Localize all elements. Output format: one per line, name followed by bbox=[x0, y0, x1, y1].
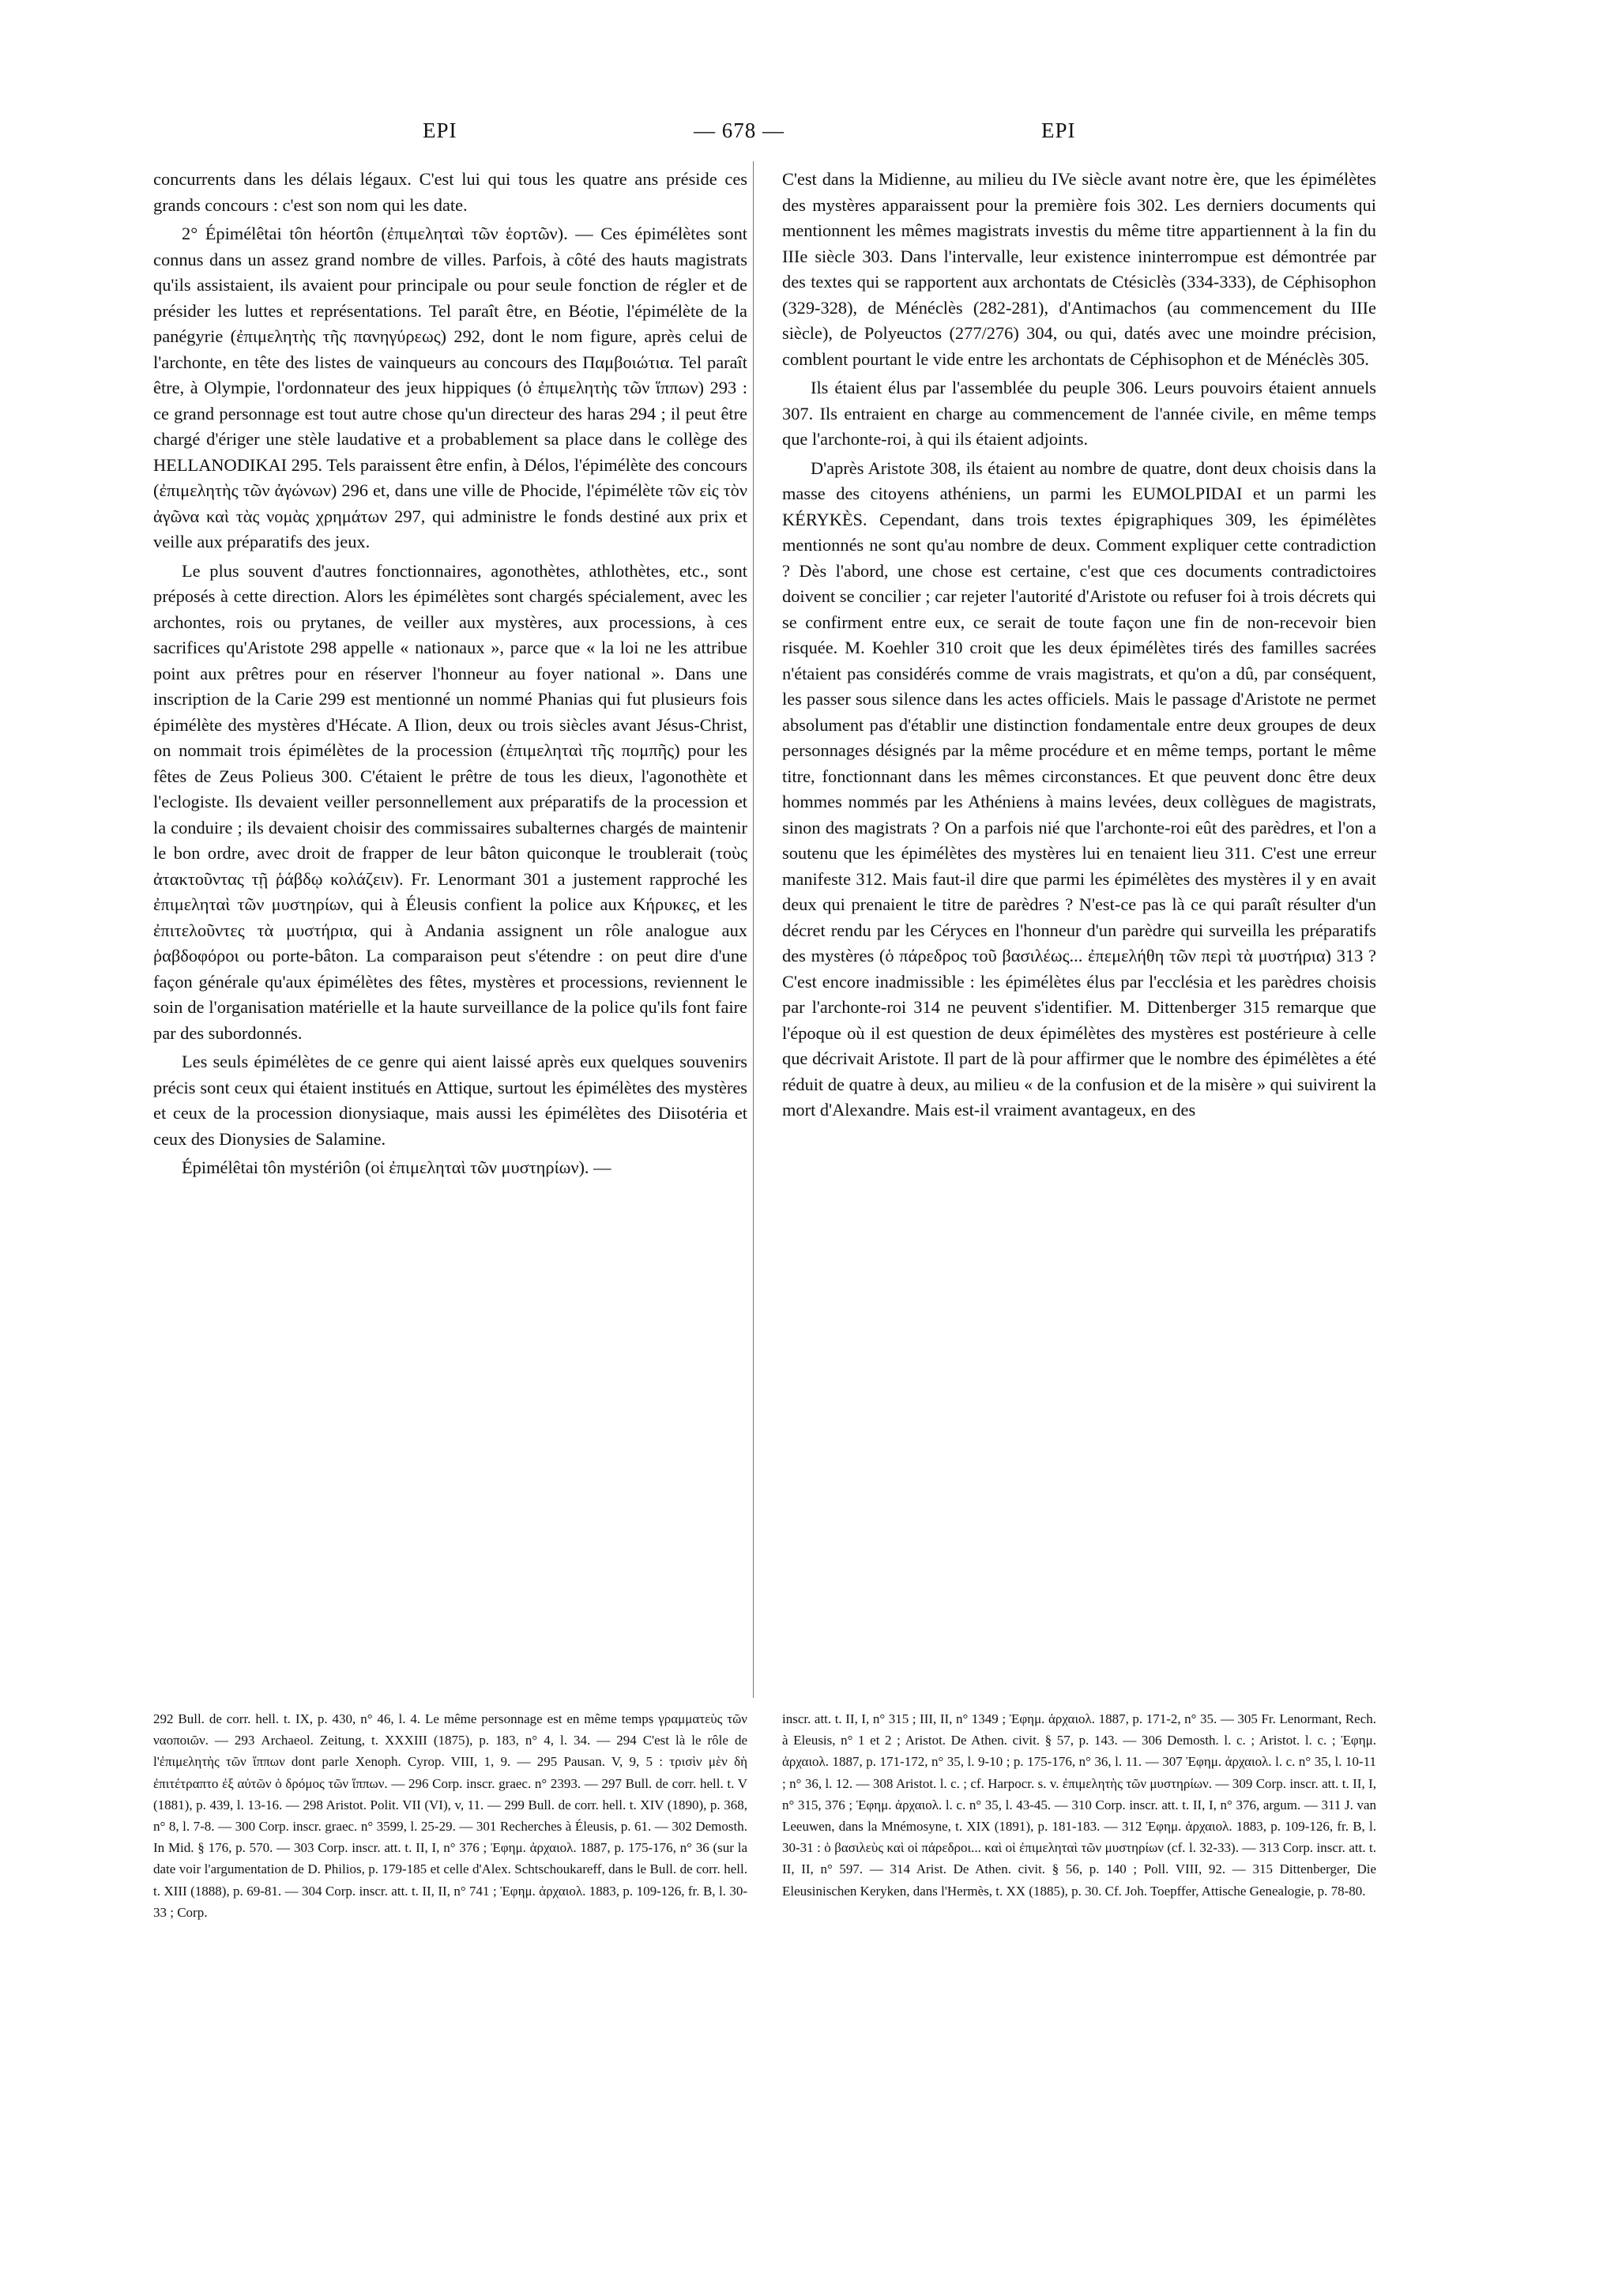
header-right-title: EPI bbox=[1041, 119, 1076, 142]
paragraph: Ils étaient élus par l'assemblée du peuple 306. Leurs pouvoirs étaient annuels 307. Ils entraient en charge au commencement de l'année civile, en même temps que l'archonte-roi, à qui ils étaient adjoints. bbox=[782, 378, 1376, 449]
running-header bbox=[0, 119, 1618, 153]
left-column bbox=[153, 167, 747, 1181]
paragraph: D'après Aristote 308, ils étaient au nombre de quatre, dont deux choisis dans la masse des citoyens athéniens, un parmi les EUMOLPIDAI et un parmi les KÉRYKÈS. Cependant, dans trois textes épigraphiques 309, les épimélètes mentionnés ne sont qu'au nombre de deux. Comment expliquer cette contradiction ? Dès l'abord, une chose est certaine, c'est que ces documents contradictoires doivent se concilier ; car rejeter l'autorité d'Aristote ou refuser foi à trois décrets qui se confirment entre eux, ce serait de toute façon une fin de non-recevoir bien risquée. M. Koehler 310 croit que les deux épimélètes tirés des familles sacrées n'étaient pas considérés comme de vrais magistrats, et qu'on a dû, par conséquent, les passer sous silence dans les actes officiels. Mais le passage d'Aristote ne permet absolument pas d'établir une distinction fondamentale entre deux groupes de deux personnages désignés par la même procédure et en même temps, portant le même titre, fonctionnant dans les mêmes circonstances. Et que peuvent donc être deux hommes nommés par les Athéniens à mains levées, deux collègues de magistrats, sinon des magistrats ? On a parfois nié que l'archonte-roi eût des parèdres, et l'on a soutenu que les épimélètes des mystères lui en tenaient lieu 311. C'est une erreur manifeste 312. Mais faut-il dire que parmi les épimélètes des mystères il y en avait deux qui prenaient le titre de parèdres ? N'est-ce pas là ce qui paraît résulter d'un décret rendu par les Céryces en l'honneur d'un parèdre qui surveilla les préparatifs des mystères (ὁ πάρεδρος τοῦ βασιλέως... ἐπεμελήθη τῶν περὶ τὰ μυστήρια) 313 ? C'est encore inadmissible : les épimélètes élus par l'ecclésia et les parèdres choisis par l'archonte-roi 314 ne peuvent s'identifier. M. Dittenberger 315 remarque que l'époque où il est question de deux épimélètes des mystères est postérieure à celle que décrivait Aristote. Il part de là pour affirmer que le nombre des épimélètes a été réduit de quatre à deux, au milieu « de la confusion et de la misère » qui suivirent la mort d'Alexandre. Mais est-il vraiment avantageux, en des bbox=[782, 457, 1376, 1120]
paragraph: 2° Épimélêtai tôn héortôn (ἐπιμεληταὶ τῶν ἑορτῶν). — Ces épimélètes sont connus dans un assez grand nombre de villes. Parfois, à côté des hauts magistrats qu'ils assistaient, ils avaient pour principale ou pour seule fonction de régler et de présider les luttes et représentations. Tel paraît être, en Béotie, l'épimélète de la panégyrie (ἐπιμελητὴς τῆς πανηγύρεως) 292, dont le nom figure, après celui de l'archonte, en tête des listes de vainqueurs au concours des Παμβοιώτια. Tel paraît être, à Olympie, l'ordonnateur des jeux hippiques (ὁ ἐπιμελητὴς τῶν ἵππων) 293 : ce grand personnage est tout autre chose qu'un directeur des haras 294 ; il peut être chargé d'ériger une stèle laudative et a probablement sa place dans le collège des HELLANODIKAI 295. Tels paraissent être enfin, à Délos, l'épimélète des concours (ἐπιμελητὴς τῶν ἀγώνων) 296 et, dans une ville de Phocide, l'épimélète τῶν εἰς τὸν ἀγῶνα καὶ τὰς νομὰς χρημάτων 297, qui administre le fonds destiné aux prix et veille aux préparatifs des jeux. bbox=[153, 224, 747, 551]
section-heading-paragraph: Épimélêtai tôn mystériôn (οἱ ἐπιμεληταὶ τῶν μυστηρίων). — bbox=[182, 1157, 611, 1177]
paragraph: C'est dans la Midienne, au milieu du IVe siècle avant notre ère, que les épimélètes des mystères apparaissent pour la première fois 302. Les derniers documents qui mentionnent les mêmes magistrats investis du même titre appartiennent à la fin du IIIe siècle 303. Dans l'intervalle, leur existence ininterrompue est démontrée par des textes qui se rapportent aux archontats de Ctésiclès (334-333), de Céphisophon (329-328), de Ménéclès (282-281), d'Antimachos (au commencement du IIIe siècle), de Polyeuctos (277/276) 304, ou qui, datés avec une moindre précision, comblent pourtant le vide entre les archontats de Céphisophon et de Ménéclès 305. bbox=[782, 169, 1376, 369]
paragraph: concurrents dans les délais légaux. C'est lui qui tous les quatre ans préside ces grands concours : c'est son nom qui les date. bbox=[153, 169, 747, 215]
header-left-title: EPI bbox=[423, 119, 457, 142]
footnotes-left bbox=[153, 1708, 747, 1923]
column-divider bbox=[753, 161, 754, 1698]
footnote-block: inscr. att. t. II, I, n° 315 ; III, II, n° 1349 ; Ἐφημ. ἀρχαιολ. 1887, p. 171-2, n° 35. — 305 Fr. Lenormant, Rech. à Eleusis, n° 1 et 2 ; Aristot. De Athen. civit. § 57, p. 143. — 306 Demosth. l. c. ; Aristot. l. c. ; Ἐφημ. ἀρχαιολ. 1887, p. 171-172, n° 35, l. 9-10 ; p. 175-176, n° 36, l. 11. — 307 Ἐφημ. ἀρχαιολ. l. c. n° 35, l. 10-11 ; n° 36, l. 12. — 308 Aristot. l. c. ; cf. Harpocr. s. v. ἐπιμελητὴς τῶν μυστηρίων. — 309 Corp. inscr. att. t. II, I, n° 315, 376 ; Ἐφημ. ἀρχαιολ. l. c. n° 35, l. 43-45. — 310 Corp. inscr. att. t. II, I, n° 376, argum. — 311 J. van Leeuwen, dans la Mnémosyne, t. XIX (1891), p. 181-183. — 312 Ἐφημ. ἀρχαιολ. 1883, p. 109-126, fr. B, l. 30-31 : ὁ βασιλεὺς καὶ οἱ πάρεδροι... καὶ οἱ ἐπιμεληταὶ τῶν μυστηρίων (cf. l. 32-33). — 313 Corp. inscr. att. t. II, II, n° 597. — 314 Arist. De Athen. civit. § 56, p. 140 ; Poll. VIII, 92. — 315 Dittenberger, Die Eleusinischen Keryken, dans l'Hermès, t. XX (1885), p. 30. Cf. Joh. Toepffer, Attische Genealogie, p. 78-80. bbox=[782, 1711, 1376, 1899]
paragraph: Le plus souvent d'autres fonctionnaires, agonothètes, athlothètes, etc., sont préposés à cette direction. Alors les épimélètes sont chargés spécialement, avec les archontes, rois ou prytanes, de veiller aux mystères, aux processions, à ces sacrifices qu'Aristote 298 appelle « nationaux », parce que « la loi ne les attribue point aux prêtres pour en réserver l'honneur au foyer national ». Dans une inscription de la Carie 299 est mentionné un nommé Phanias qui fut plusieurs fois épimélète des mystères d'Hécate. A Ilion, deux ou trois siècles avant Jésus-Christ, on nommait trois épimélètes de la procession (ἐπιμεληταὶ τῆς πομπῆς) pour les fêtes de Zeus Polieus 300. C'étaient le prêtre de tous les dieux, l'agonothète et l'eclogiste. Ils devaient veiller personnellement aux préparatifs de la procession et la conduire ; ils devaient choisir des commissaires subalternes chargés de maintenir le bon ordre, avec droit de frapper de leur bâton quiconque le troublerait (τοὺς ἀτακτοῦντας τῇ ῥάβδῳ κολάζειν). Fr. Lenormant 301 a justement rapproché les ἐπιμεληταὶ τῶν μυστηρίων, qui à Éleusis confient la police aux Κήρυκες, et les ἐπιτελοῦντες τὰ μυστήρια, qui à Andania assignent un rôle analogue aux ῥαβδοφόροι ou porte-bâton. La comparaison peut s'étendre : on peut dire d'une façon générale qu'aux épimélètes des fêtes, mystères et processions, reviennent le soin de l'organisation matérielle et la haute surveillance de la police qu'ils font faire par des subordonnés. bbox=[153, 560, 747, 1043]
page-number: — 678 — bbox=[694, 119, 785, 142]
paragraph: Les seuls épimélètes de ce genre qui aient laissé après eux quelques souvenirs précis sont ceux qui étaient institués en Attique, surtout les épimélètes des mystères et ceux de la procession dionysiaque, mais aussi les épimélètes des Diisotéria et ceux des Dionysies de Salamine. bbox=[153, 1052, 747, 1149]
footnote-block: 292 Bull. de corr. hell. t. IX, p. 430, n° 46, l. 4. Le même personnage est en même temps γραμματεὺς τῶν ναοποιῶν. — 293 Archaeol. Zeitung, t. XXXIII (1875), p. 183, n° 4, l. 34. — 294 C'est là le rôle de l'ἐπιμελητὴς τῶν ἵππων dont parle Xenoph. Cyrop. VIII, 1, 9. — 295 Pausan. V, 9, 5 : τρισὶν μὲν δὴ ἐπιτέτραπτο ἐξ αὐτῶν ὁ δρόμος τῶν ἵππων. — 296 Corp. inscr. graec. n° 2393. — 297 Bull. de corr. hell. t. V (1881), p. 439, l. 13-16. — 298 Aristot. Polit. VII (VI), v, 11. — 299 Bull. de corr. hell. t. XIV (1890), p. 368, n° 8, l. 7-8. — 300 Corp. inscr. graec. n° 3599, l. 25-29. — 301 Recherches à Éleusis, p. 61. — 302 Demosth. In Mid. § 176, p. 570. — 303 Corp. inscr. att. t. II, I, n° 376 ; Ἐφημ. ἀρχαιολ. 1887, p. 175-176, n° 36 (sur la date voir l'argumentation de D. Philios, p. 179-185 et celle d'Alex. Schtschoukareff, dans le Bull. de corr. hell. t. XIII (1888), p. 69-81. — 304 Corp. inscr. att. t. II, II, n° 741 ; Ἐφημ. ἀρχαιολ. 1883, p. 109-126, fr. B, l. 30-33 ; Corp. bbox=[153, 1711, 747, 1920]
footnotes-right bbox=[782, 1708, 1376, 1902]
right-column bbox=[782, 167, 1376, 1124]
